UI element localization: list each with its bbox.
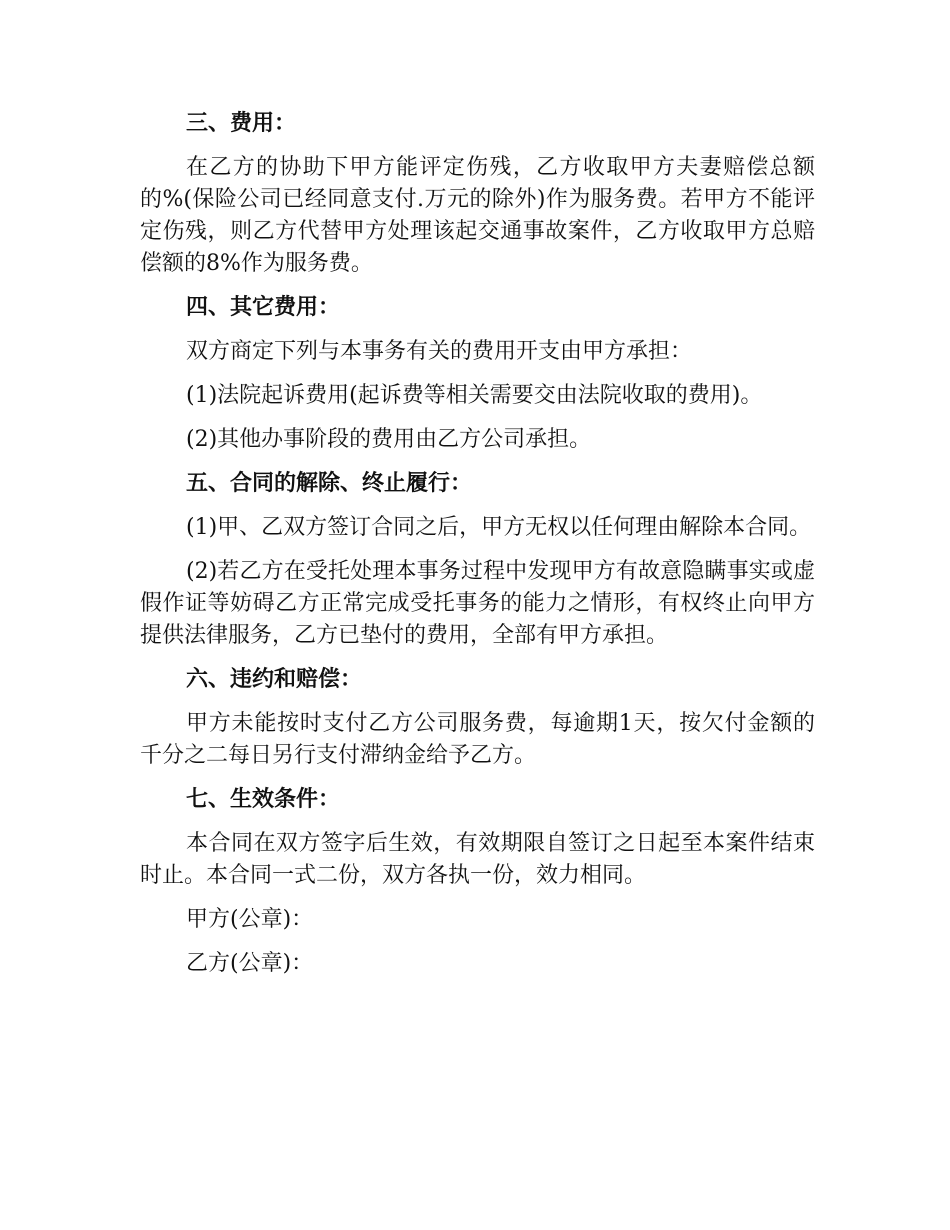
section-breach bbox=[140, 664, 815, 772]
section-heading: 七、生效条件： bbox=[186, 787, 341, 812]
party-b-seal-line: 乙方(公章)： bbox=[186, 951, 314, 976]
party-a-seal-line: 甲方(公章)： bbox=[186, 907, 314, 932]
section-heading: 四、其它费用： bbox=[186, 295, 341, 320]
paragraph: (1)法院起诉费用(起诉费等相关需要交由法院收取的费用)。 bbox=[186, 383, 763, 408]
section-heading: 五、合同的解除、终止履行： bbox=[186, 471, 473, 496]
paragraph: 双方商定下列与本事务有关的费用开支由甲方承担： bbox=[186, 339, 693, 364]
section-effectiveness bbox=[140, 784, 815, 980]
paragraph: (2)其他办事阶段的费用由乙方公司承担。 bbox=[186, 427, 592, 452]
document-page bbox=[140, 108, 815, 992]
section-fees bbox=[140, 108, 815, 280]
paragraph: (2)若乙方在受托处理本事务过程中发现甲方有故意隐瞒事实或虚假作证等妨碍乙方正常完成受托事务的能力之情形，有权终止向甲方提供法律服务，乙方已垫付的费用，全部有甲方承担。 bbox=[140, 559, 815, 648]
paragraph: (1)甲、乙双方签订合同之后，甲方无权以任何理由解除本合同。 bbox=[186, 515, 812, 540]
section-heading: 三、费用： bbox=[186, 111, 297, 136]
paragraph: 本合同在双方签字后生效，有效期限自签订之日起至本案件结束时止。本合同一式二份，双方各执一份，效力相同。 bbox=[140, 831, 815, 888]
section-other-fees bbox=[140, 292, 815, 456]
paragraph: 甲方未能按时支付乙方公司服务费，每逾期1天，按欠付金额的千分之二每日另行支付滞纳金给予乙方。 bbox=[140, 711, 815, 768]
section-termination bbox=[140, 468, 815, 652]
section-heading: 六、违约和赔偿： bbox=[186, 667, 363, 692]
paragraph: 在乙方的协助下甲方能评定伤残，乙方收取甲方夫妻赔偿总额的%(保险公司已经同意支付.万元的除外)作为服务费。若甲方不能评定伤残，则乙方代替甲方处理该起交通事故案件，乙方收取甲方总赔偿额的8%作为服务费。 bbox=[140, 155, 815, 276]
